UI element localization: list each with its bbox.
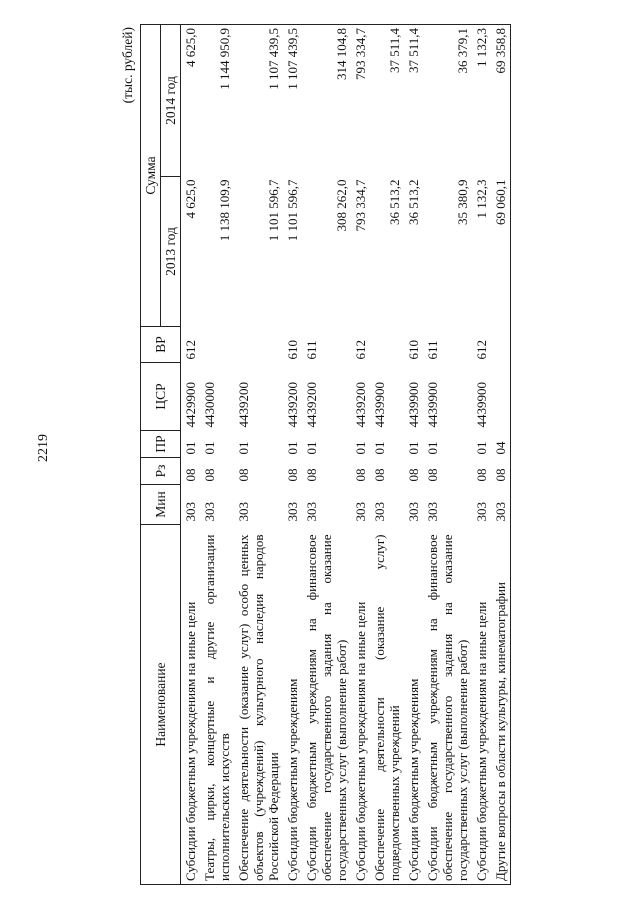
cell-2014: 36 379,1 (423, 24, 472, 176)
cell-rz: 08 (202, 468, 217, 482)
cell-name: Обеспечение деятельности (оказание услуг) особо ценных объектов (учреждений) культурного наследия народов Российской Федерации (234, 525, 283, 885)
table-row (181, 24, 201, 884)
cell-2014: 69 358,8 (491, 24, 510, 176)
cell-name: Обеспечение деятельности (оказание услуг) подведомственных учреждений (370, 525, 404, 885)
table-row (200, 24, 234, 884)
cell-vr: 612 (183, 340, 198, 360)
cell-rz: 08 (353, 468, 368, 482)
cell-pr: 01 (425, 441, 440, 455)
cell-rz: 08 (183, 468, 198, 482)
cell-name: Субсидии бюджетным учреждениям на финансовое обеспечение государственного задания на оказание государственных услуг (выполнение работ) (302, 525, 351, 885)
cell-csr: 4439900 (474, 382, 489, 428)
cell-2013: 69 060,1 (493, 179, 508, 225)
cell-csr: 4439200 (304, 382, 319, 428)
header-vr: ВР (141, 327, 181, 363)
cell-2013: 1 132,3 (474, 179, 489, 219)
cell-vr: 610 (406, 340, 421, 360)
table-row (423, 24, 472, 884)
cell-2013: 4 625,0 (183, 179, 198, 219)
cell-2014: 1 107 439,5 (283, 24, 302, 176)
cell-rz: 08 (425, 468, 440, 482)
cell-csr: 4439900 (425, 382, 440, 428)
cell-pr: 01 (236, 441, 251, 455)
cell-csr (491, 363, 510, 431)
cell-vr: 610 (285, 340, 300, 360)
cell-min: 303 (202, 502, 217, 522)
cell-2013: 1 101 596,7 (266, 179, 281, 242)
cell-csr: 4439200 (236, 382, 251, 428)
page-number: 2219 (36, 434, 51, 462)
header-name: Наименование (141, 525, 181, 885)
budget-table (140, 24, 511, 885)
header-pr: ПР (141, 431, 181, 458)
cell-pr: 04 (493, 441, 508, 455)
cell-2014: 37 511,4 (370, 24, 404, 176)
cell-name: Субсидии бюджетным учреждениям (404, 525, 423, 885)
cell-name: Субсидии бюджетным учреждениям на финансовое обеспечение государственного задания на оказание государственных услуг (выполнение работ) (423, 525, 472, 885)
cell-rz: 08 (236, 468, 251, 482)
header-csr: ЦСР (141, 363, 181, 431)
cell-vr (234, 327, 283, 363)
cell-min: 303 (372, 502, 387, 522)
cell-2013: 1 101 596,7 (285, 179, 300, 242)
cell-name: Субсидии бюджетным учреждениям (283, 525, 302, 885)
cell-vr: 612 (353, 340, 368, 360)
table-row (351, 24, 370, 884)
cell-min: 303 (493, 502, 508, 522)
cell-vr (370, 327, 404, 363)
cell-rz: 08 (304, 468, 319, 482)
header-2013: 2013 год (161, 177, 181, 327)
cell-2014: 793 334,7 (351, 24, 370, 176)
cell-min: 303 (474, 502, 489, 522)
table-row (283, 24, 302, 884)
cell-rz: 08 (474, 468, 489, 482)
cell-vr (491, 327, 510, 363)
cell-pr: 01 (285, 441, 300, 455)
cell-pr: 01 (406, 441, 421, 455)
cell-pr: 01 (353, 441, 368, 455)
cell-min: 303 (236, 502, 251, 522)
cell-pr: 01 (183, 441, 198, 455)
cell-vr: 612 (474, 340, 489, 360)
table-row (472, 24, 491, 884)
cell-pr: 01 (474, 441, 489, 455)
cell-csr: 4439900 (372, 382, 387, 428)
cell-csr: 4439900 (406, 382, 421, 428)
table-bottom-border (510, 24, 511, 884)
cell-name: Субсидии бюджетным учреждениям на иные цели (351, 525, 370, 885)
rotated-table-page (120, 25, 565, 885)
table-row (370, 24, 404, 884)
table-row (234, 24, 283, 884)
cell-2013: 35 380,9 (455, 179, 470, 225)
header-sum: Сумма (141, 24, 161, 326)
cell-2013: 308 262,0 (334, 179, 349, 232)
table-header (141, 24, 181, 884)
cell-name: Театры, цирки, концертные и другие организации исполнительских искусств (200, 525, 234, 885)
table-row (491, 24, 510, 884)
cell-min: 303 (285, 502, 300, 522)
cell-min: 303 (353, 502, 368, 522)
cell-csr: 4429900 (183, 382, 198, 428)
cell-2013: 36 513,2 (406, 179, 421, 225)
table-row (302, 24, 351, 884)
cell-vr: 611 (304, 340, 319, 360)
cell-2014: 1 144 950,9 (200, 24, 234, 176)
cell-vr: 611 (425, 340, 440, 360)
cell-2014: 1 107 439,5 (234, 24, 283, 176)
cell-2014: 4 625,0 (181, 24, 201, 176)
cell-2013: 36 513,2 (387, 179, 402, 225)
header-rz: Рз (141, 458, 181, 485)
cell-rz: 08 (372, 468, 387, 482)
cell-vr (200, 327, 234, 363)
cell-min: 303 (304, 502, 319, 522)
cell-2014: 37 511,4 (404, 24, 423, 176)
header-min: Мин (141, 485, 181, 525)
cell-min: 303 (425, 502, 440, 522)
cell-2013: 1 138 109,9 (217, 179, 232, 242)
cell-min: 303 (183, 502, 198, 522)
table-body (181, 24, 511, 884)
cell-rz: 08 (493, 468, 508, 482)
cell-2013: 793 334,7 (353, 179, 368, 232)
cell-csr: 4439200 (353, 382, 368, 428)
table-row (404, 24, 423, 884)
header-2014: 2014 год (161, 24, 181, 176)
cell-rz: 08 (285, 468, 300, 482)
cell-pr: 01 (372, 441, 387, 455)
cell-csr: 4430000 (202, 382, 217, 428)
cell-pr: 01 (304, 441, 319, 455)
cell-rz: 08 (406, 468, 421, 482)
cell-name: Субсидии бюджетным учреждениям на иные цели (472, 525, 491, 885)
cell-2014: 1 132,3 (472, 24, 491, 176)
cell-name: Другие вопросы в области культуры, кинематографии (491, 525, 510, 885)
cell-min: 303 (406, 502, 421, 522)
cell-2014: 314 104,8 (302, 24, 351, 176)
cell-name: Субсидии бюджетным учреждениям на иные цели (181, 525, 201, 885)
units-label: (тыс. рублей) (120, 27, 135, 104)
cell-pr: 01 (202, 441, 217, 455)
cell-csr: 4439200 (285, 382, 300, 428)
